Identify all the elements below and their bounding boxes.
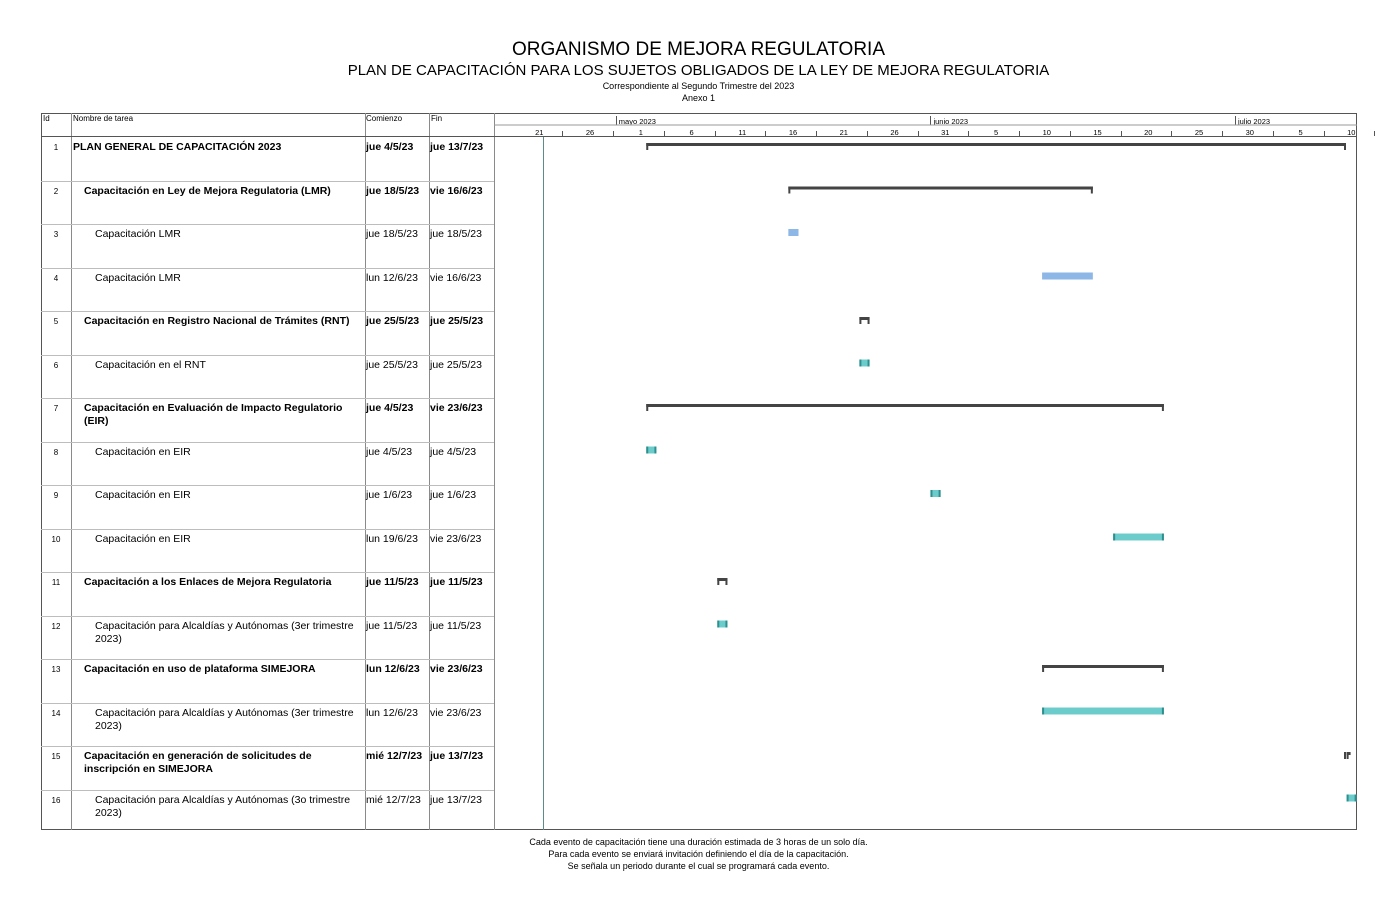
task-id: 8	[53, 447, 59, 457]
day-tick-label: 21	[839, 128, 848, 137]
task-end: jue 25/5/23	[430, 358, 482, 371]
task-name: Capacitación para Alcaldías y Autónomas (3er trimestre 2023)	[95, 706, 354, 732]
gantt-bar-12	[717, 621, 727, 628]
task-start: jue 4/5/23	[366, 402, 414, 414]
task-start: jue 25/5/23	[366, 315, 420, 327]
gantt-bar-5	[859, 317, 869, 324]
task-id: 2	[53, 186, 59, 196]
day-tick-label: 11	[738, 128, 747, 137]
day-tick-label: 5	[1298, 128, 1303, 137]
task-id: 15	[51, 752, 61, 761]
day-tick-label: 26	[585, 128, 595, 137]
gantt-bar-11	[717, 578, 727, 585]
task-start: jue 4/5/23	[366, 445, 413, 458]
task-start: jue 25/5/23	[366, 358, 418, 371]
task-end: jue 13/7/23	[430, 793, 482, 806]
gantt-bar-8	[646, 447, 656, 454]
day-tick-label: 6	[689, 128, 694, 137]
task-end: vie 16/6/23	[430, 184, 483, 197]
task-end: vie 23/6/23	[430, 706, 482, 719]
month-label: mayo 2023	[618, 117, 656, 126]
task-start: lun 12/6/23	[366, 271, 418, 284]
task-end: jue 18/5/23	[430, 228, 482, 240]
day-tick-label: 1	[638, 128, 643, 137]
gantt-bar-16	[1347, 795, 1357, 802]
gantt-bar-1	[646, 143, 1346, 150]
task-name: Capacitación en el RNT	[95, 358, 206, 371]
task-name: Capacitación para Alcaldías y Autónomas (3er trimestre 2023)	[95, 619, 354, 645]
task-end: vie 23/6/23	[430, 402, 483, 414]
task-start: mié 12/7/23	[366, 793, 421, 806]
task-start: lun 12/6/23	[366, 663, 420, 675]
gantt-bar-13	[1042, 665, 1164, 672]
day-tick-label: 10	[1347, 128, 1356, 137]
task-end: vie 16/6/23	[430, 271, 482, 284]
task-end: jue 11/5/23	[430, 576, 483, 588]
task-name: PLAN GENERAL DE CAPACITACIÓN 2023	[73, 141, 282, 153]
day-tick-label: 25	[1194, 128, 1204, 137]
task-end: vie 23/6/23	[430, 532, 482, 545]
footer-note-1: Cada evento de capacitación tiene una duración estimada de 3 horas de un solo día.	[529, 837, 868, 847]
page-subtitle: PLAN DE CAPACITACIÓN PARA LOS SUJETOS OBLIGADOS DE LA LEY DE MEJORA REGULATORIA	[347, 62, 1050, 79]
task-start: lun 19/6/23	[366, 532, 418, 545]
task-name: Capacitación en uso de plataforma SIMEJORA	[84, 663, 316, 675]
column-header-start: Comienzo	[366, 114, 403, 123]
task-name: Capacitación en Registro Nacional de Trámites (RNT)	[84, 315, 350, 327]
task-end: jue 13/7/23	[430, 750, 484, 762]
task-name: Capacitación en EIR	[95, 489, 191, 501]
page-title: ORGANISMO DE MEJORA REGULATORIA	[511, 39, 886, 60]
task-id: 11	[51, 578, 61, 587]
task-id: 13	[51, 665, 61, 674]
task-id: 10	[51, 534, 61, 544]
task-id: 4	[53, 273, 59, 283]
gantt-bar-2	[788, 187, 1093, 194]
task-name: Capacitación en EIR	[95, 532, 191, 545]
task-start: mié 12/7/23	[366, 750, 423, 762]
task-name: Capacitación en EIR	[95, 445, 191, 458]
day-tick-label: 30	[1245, 128, 1254, 137]
task-name: Capacitación LMR	[95, 271, 181, 284]
month-label: junio 2023	[933, 117, 969, 126]
day-tick-label: 21	[535, 128, 544, 137]
task-end: jue 1/6/23	[430, 489, 477, 501]
gantt-bar-14	[1042, 708, 1164, 715]
day-tick-label: 16	[788, 128, 798, 137]
day-tick-label: 20	[1144, 128, 1153, 137]
task-name: Capacitación en generación de solicitudes de inscripción en SIMEJORA	[84, 750, 312, 775]
footer-note-3: Se señala un periodo durante el cual se programará cada evento.	[567, 861, 830, 871]
page-period: Correspondiente al Segundo Trimestre del 2023	[602, 81, 795, 91]
footer-note-2: Para cada evento se enviará invitación definiendo el día de la capacitación.	[548, 849, 849, 859]
task-end: jue 4/5/23	[430, 445, 477, 458]
page-annex: Anexo 1	[681, 93, 716, 103]
day-tick-label: 10	[1042, 128, 1051, 137]
task-start: jue 11/5/23	[366, 576, 419, 588]
gantt-bar-3	[788, 229, 798, 236]
task-id: 16	[51, 795, 61, 805]
task-start: jue 11/5/23	[366, 619, 418, 632]
task-id: 9	[53, 491, 59, 500]
task-start: jue 18/5/23	[366, 228, 418, 240]
day-tick-label: 15	[1093, 128, 1102, 137]
task-end: vie 23/6/23	[430, 663, 483, 675]
task-start: jue 1/6/23	[366, 489, 413, 501]
task-name: Capacitación para Alcaldías y Autónomas (3o trimestre 2023)	[95, 793, 351, 819]
month-label: julio 2023	[1237, 117, 1271, 126]
task-name: Capacitación en Evaluación de Impacto Regulatorio (EIR)	[84, 402, 343, 427]
gantt-bar-6	[859, 360, 869, 367]
task-id: 12	[51, 621, 61, 631]
task-name: Capacitación en Ley de Mejora Regulatoria (LMR)	[84, 184, 331, 197]
gantt-bar-9	[930, 490, 940, 497]
task-start: lun 12/6/23	[366, 706, 418, 719]
gantt-bar-10	[1113, 534, 1164, 541]
day-tick-label: 26	[890, 128, 899, 137]
gantt-bar-15	[1344, 752, 1351, 759]
task-id: 1	[53, 143, 59, 152]
column-header-id: Id	[43, 114, 50, 123]
gantt-bar-4	[1042, 273, 1093, 280]
day-tick-label: 31	[941, 128, 950, 137]
task-id: 5	[53, 317, 59, 326]
task-id: 3	[53, 230, 59, 239]
task-name: Capacitación LMR	[95, 228, 181, 240]
task-end: jue 25/5/23	[430, 315, 484, 327]
task-end: jue 13/7/23	[430, 141, 484, 153]
gantt-bar-7	[646, 404, 1164, 411]
column-header-name: Nombre de tarea	[73, 114, 134, 123]
task-id: 6	[53, 360, 59, 370]
task-end: jue 11/5/23	[430, 619, 482, 632]
task-id: 14	[51, 708, 61, 718]
task-id: 7	[53, 404, 59, 413]
task-start: jue 4/5/23	[366, 141, 414, 153]
task-start: jue 18/5/23	[366, 184, 420, 197]
day-tick-label: 5	[993, 128, 999, 137]
column-header-end: Fin	[431, 114, 443, 123]
task-name: Capacitación a los Enlaces de Mejora Regulatoria	[84, 576, 332, 588]
